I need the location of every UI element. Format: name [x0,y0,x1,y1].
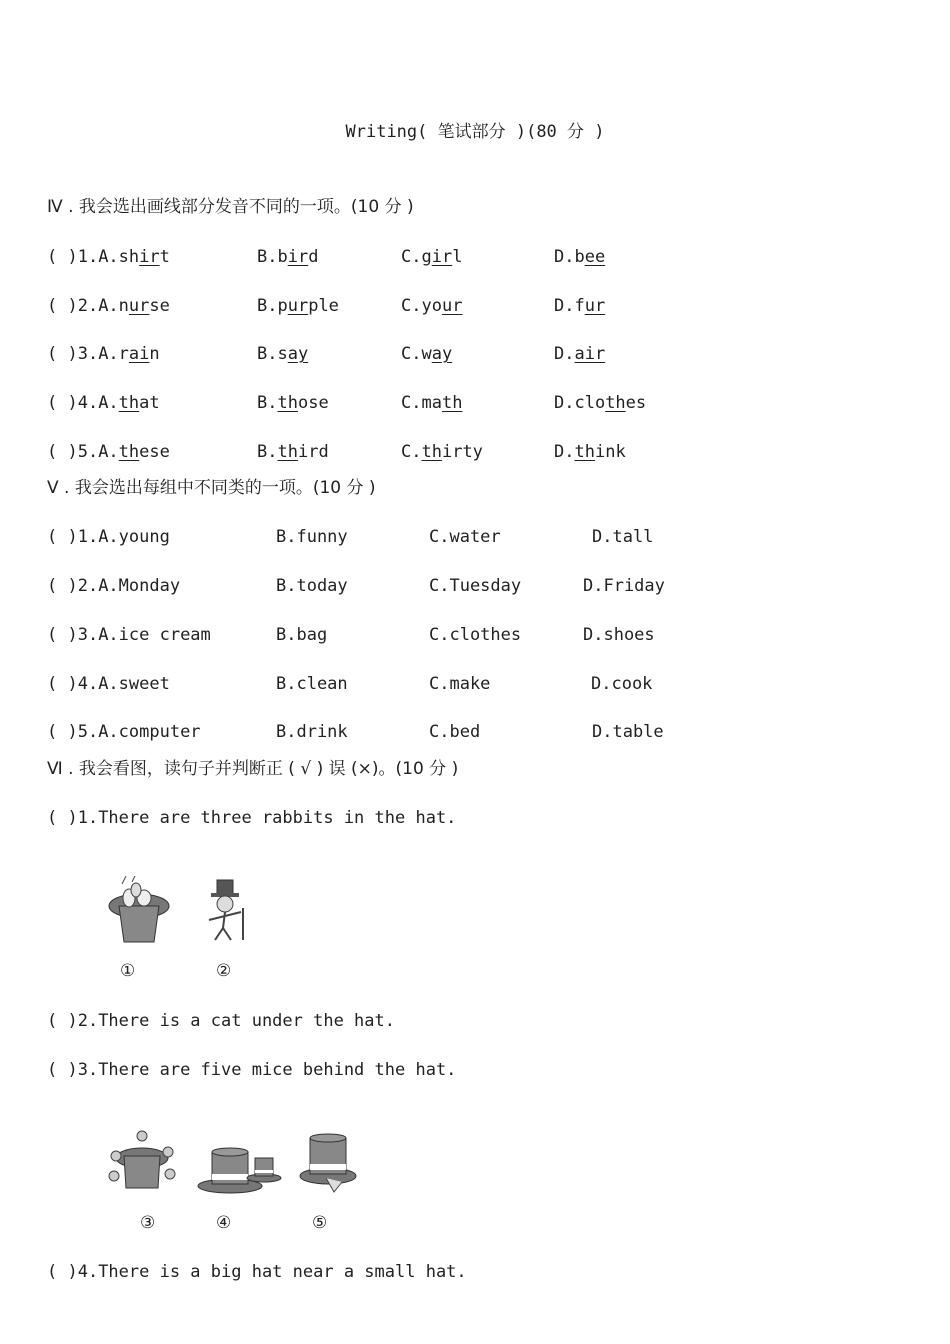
answer-blank[interactable]: ( ) [47,625,78,645]
option-a-prefix: 4.A. [77,393,119,413]
option-d-text-part: ink [594,442,626,462]
answer-blank[interactable]: ( ) [47,1011,78,1031]
option-a-text-part: ese [139,442,170,462]
hat-with-rabbit-image [298,1132,360,1196]
question-5-4 [47,673,170,695]
option-a-prefix: 2.A. [77,296,119,316]
option-c: C.bed [429,722,481,742]
option-d-text-part: D. [554,442,575,462]
answer-blank[interactable]: ( ) [47,393,78,413]
option-c: C.Tuesday [429,576,522,596]
option-c-text-part: C.w [401,344,432,364]
big-and-small-hats-image [196,1144,284,1196]
answer-blank[interactable]: ( ) [47,344,78,364]
option-d: D.cook [591,674,653,694]
answer-blank[interactable]: ( ) [47,527,78,547]
option-b-text-part: B. [257,442,278,462]
answer-blank[interactable]: ( ) [47,722,78,742]
option-b-text-part: ose [297,393,329,413]
option-a-prefix: 3.A. [77,344,119,364]
option-b: B.funny [276,527,348,547]
option-c-underlined-part: ur [441,296,463,316]
option-b: B.bag [276,625,328,645]
option-c-underlined-part: th [441,393,463,413]
rabbits-in-hat-image [104,876,174,946]
option-a: 5.A.computer [77,722,201,742]
option-d-underlined-part: air [574,344,606,364]
question-4-5 [47,441,170,463]
picture-label-2: ② [216,961,232,981]
option-c [401,343,452,365]
option-b-text-part: B. [257,393,278,413]
option-d [554,343,605,365]
option-b [257,246,318,268]
option-c: C.make [429,674,491,694]
option-a-text-part: r [118,344,129,364]
answer-blank[interactable]: ( ) [47,296,78,316]
option-b [257,441,329,463]
option-a-text-part: se [149,296,170,316]
option-c-text-part: C. [401,442,422,462]
option-b [257,295,339,317]
option-c: C.clothes [429,625,522,645]
question-5-1 [47,526,170,548]
option-b-underlined-part: ur [287,296,309,316]
option-a-text-part: n [118,296,129,316]
page-title: Writing( 笔试部分 )(80 分 ) [345,122,605,142]
option-d-underlined-part: th [605,393,626,413]
section-5-heading: Ⅴ . 我会选出每组中不同类的一项。(10 分 ) [47,478,376,498]
question-4-1 [47,246,170,268]
option-a: 3.A.ice cream [77,625,211,645]
option-a-text-part: t [159,247,170,267]
option-c-underlined-part: th [421,442,442,462]
option-d: D.shoes [583,625,655,645]
question-4-2 [47,295,170,317]
option-b-text-part: B.b [257,247,288,267]
answer-blank[interactable]: ( ) [47,247,78,267]
answer-blank[interactable]: ( ) [47,674,78,694]
option-d [554,392,646,414]
option-c-underlined-part: ir [431,247,453,267]
option-b: B.clean [276,674,348,694]
option-d: D.tall [592,527,654,547]
option-b: B.today [276,576,348,596]
question-6-4 [47,1261,467,1283]
picture-label-1: ① [120,961,136,981]
option-a-underlined-part: th [118,442,140,462]
option-a-prefix: 5.A. [77,442,119,462]
option-a: 2.A.Monday [77,576,181,596]
question-6-1 [47,807,456,829]
option-c-text-part: irty [441,442,483,462]
question-text: 2.There is a cat under the hat. [77,1011,395,1031]
option-d-text-part: D.b [554,247,585,267]
option-b-text-part: d [308,247,319,267]
option-b-underlined-part: th [277,442,298,462]
option-d [554,246,605,268]
option-d-text-part: es [625,393,647,413]
option-b-text-part: ird [297,442,329,462]
option-b [257,392,329,414]
option-c [401,392,462,414]
question-4-4 [47,392,160,414]
option-a-underlined-part: ai [128,344,150,364]
answer-blank[interactable]: ( ) [47,1262,78,1282]
option-a-underlined-part: ir [139,247,160,267]
option-a-underlined-part: ur [128,296,150,316]
option-d-underlined-part: ee [584,247,606,267]
mice-behind-hat-image [106,1128,178,1194]
section-4-heading: Ⅳ . 我会选出画线部分发音不同的一项。(10 分 ) [47,197,414,217]
picture-label-3: ③ [140,1213,156,1233]
option-d-text-part: D. [554,344,575,364]
option-c [401,441,483,463]
option-a-underlined-part: th [118,393,140,413]
option-c-text-part: C.yo [401,296,442,316]
monkey-with-hat-image [199,878,255,944]
option-b [257,343,308,365]
option-d-text-part: D.f [554,296,585,316]
question-5-3 [47,624,211,646]
option-c [401,295,462,317]
option-c: C.water [429,527,501,547]
option-b-underlined-part: ay [287,344,309,364]
option-b-underlined-part: th [277,393,298,413]
picture-label-5: ⑤ [312,1213,328,1233]
option-a-text-part: at [139,393,160,413]
option-d: D.Friday [583,576,665,596]
option-d-underlined-part: ur [584,296,606,316]
option-b-text-part: B.s [257,344,288,364]
option-b: B.drink [276,722,348,742]
option-d-text-part: D.clo [554,393,606,413]
question-5-5 [47,721,201,743]
question-text: 3.There are five mice behind the hat. [77,1060,457,1080]
option-c-text-part: l [452,247,463,267]
picture-label-4: ④ [216,1213,232,1233]
option-c-text-part: C.ma [401,393,442,413]
question-6-2 [47,1010,395,1032]
question-5-2 [47,575,180,597]
answer-blank[interactable]: ( ) [47,576,78,596]
option-c [401,246,462,268]
option-c-underlined-part: ay [431,344,453,364]
option-d [554,295,605,317]
option-a-text-part: n [149,344,160,364]
question-6-3 [47,1059,456,1081]
answer-blank[interactable]: ( ) [47,442,78,462]
question-text: 4.There is a big hat near a small hat. [77,1262,467,1282]
option-d [554,441,626,463]
option-b-text-part: B.p [257,296,288,316]
question-4-3 [47,343,160,365]
option-a: 1.A.young [77,527,170,547]
option-b-underlined-part: ir [287,247,309,267]
section-6-heading: Ⅵ . 我会看图，读句子并判断正 ( √ ) 误 (×)。(10 分 ) [47,759,459,779]
option-b-text-part: ple [308,296,339,316]
option-a-prefix: 1.A. [77,247,119,267]
option-a: 4.A.sweet [77,674,170,694]
answer-blank[interactable]: ( ) [47,808,78,828]
option-a-text-part: sh [118,247,140,267]
option-d: D.table [592,722,664,742]
option-d-underlined-part: th [574,442,595,462]
question-text: 1.There are three rabbits in the hat. [77,808,457,828]
answer-blank[interactable]: ( ) [47,1060,78,1080]
option-c-text-part: C.g [401,247,432,267]
